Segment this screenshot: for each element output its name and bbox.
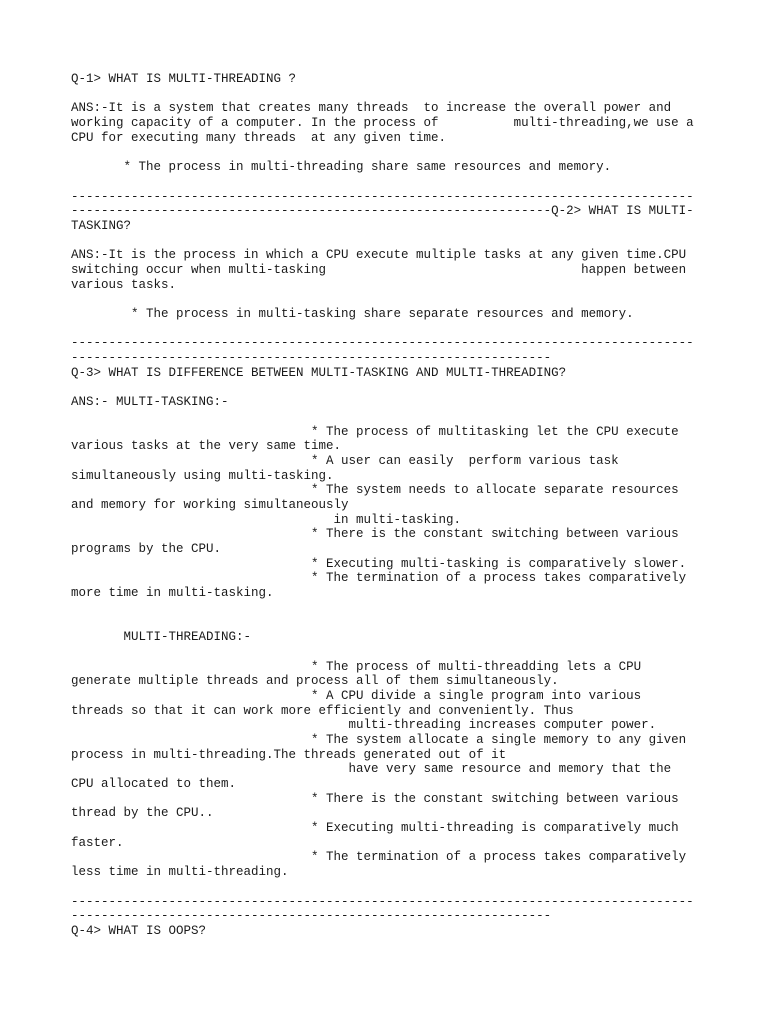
text-line (71, 175, 694, 190)
text-line (71, 380, 694, 395)
text-line: * There is the constant switching between various (71, 527, 679, 542)
text-line: in multi-tasking. (71, 512, 462, 527)
text-line: * The system needs to allocate separate resources (71, 483, 679, 498)
text-line: generate multiple threads and process all of them simultaneously. (71, 674, 559, 689)
text-line: * A CPU divide a single program into various (71, 688, 642, 703)
text-line (71, 145, 694, 160)
text-line (71, 410, 694, 425)
text-line: * The termination of a process takes comparatively (71, 571, 687, 586)
text-line (71, 234, 694, 249)
text-line: * The process of multi-threadding lets a CPU (71, 659, 642, 674)
text-line: various tasks. (71, 277, 177, 292)
text-line: simultaneously using multi-tasking. (71, 468, 334, 483)
text-line: * The termination of a process takes comparatively (71, 850, 687, 865)
text-line: * A user can easily perform various task (71, 453, 619, 468)
text-line (71, 880, 694, 895)
text-line: ----------------------------------------------------------------------------------- (71, 894, 694, 909)
text-line: have very same resource and memory that the (71, 762, 672, 777)
text-line: * The process in multi-tasking share separate resources and memory. (71, 307, 634, 321)
text-line: Q-4> WHAT IS OOPS? (71, 923, 207, 938)
text-line: ----------------------------------------------------------------------------------- (71, 189, 694, 204)
text-line: and memory for working simultaneously (71, 497, 349, 512)
text-line (71, 615, 694, 630)
text-line: working capacity of a computer. In the process of multi-threading,we use a (71, 116, 694, 131)
text-line: thread by the CPU.. (71, 806, 214, 821)
text-line: * Executing multi-threading is comparatively much (71, 821, 679, 836)
text-line (71, 87, 694, 102)
text-line: ---------------------------------------------------------------- (71, 351, 552, 366)
text-line: ----------------------------------------------------------------------------------- (71, 336, 694, 351)
text-line: * Executing multi-tasking is comparatively slower. (71, 556, 687, 571)
text-line: multi-threading increases computer power. (71, 718, 657, 733)
text-line: * The process in multi-threading share same resources and memory. (71, 160, 612, 175)
text-line: less time in multi-threading. (71, 865, 289, 880)
text-line: more time in multi-tasking. (71, 586, 274, 601)
text-line (71, 322, 694, 337)
text-line (71, 292, 694, 307)
text-line (71, 645, 694, 660)
text-line: switching occur when multi-tasking happen between (71, 262, 687, 277)
text-line: programs by the CPU. (71, 542, 222, 556)
text-line: ANS:-It is the process in which a CPU execute multiple tasks at any given time.CPU (71, 248, 687, 263)
text-line: threads so that it can work more efficiently and conveniently. Thus (71, 703, 574, 718)
text-line: various tasks at the very same time. (71, 439, 342, 454)
text-line: process in multi-threading.The threads generated out of it (71, 747, 507, 762)
text-line: MULTI-THREADING:- (71, 630, 252, 645)
text-line: Q-1> WHAT IS MULTI-THREADING ? (71, 72, 297, 86)
text-line (71, 601, 694, 616)
text-line: faster. (71, 835, 124, 850)
text-line: TASKING? (71, 218, 132, 233)
text-line: ANS:- MULTI-TASKING:- (71, 395, 229, 410)
text-line: Q-3> WHAT IS DIFFERENCE BETWEEN MULTI-TASKING AND MULTI-THREADING? (71, 365, 567, 380)
text-line: * The process of multitasking let the CPU execute (71, 424, 679, 439)
text-line: * The system allocate a single memory to any given (71, 732, 687, 747)
text-line: * There is the constant switching between various (71, 791, 679, 806)
text-line: ----------------------------------------------------------------Q-2> WHAT IS MULTI- (71, 204, 694, 219)
text-line: CPU allocated to them. (71, 777, 237, 791)
text-line: ---------------------------------------------------------------- (71, 909, 552, 924)
document-text (71, 72, 694, 939)
text-line: CPU for executing many threads at any given time. (71, 130, 447, 145)
text-line: ANS:-It is a system that creates many threads to increase the overall power and (71, 101, 672, 116)
